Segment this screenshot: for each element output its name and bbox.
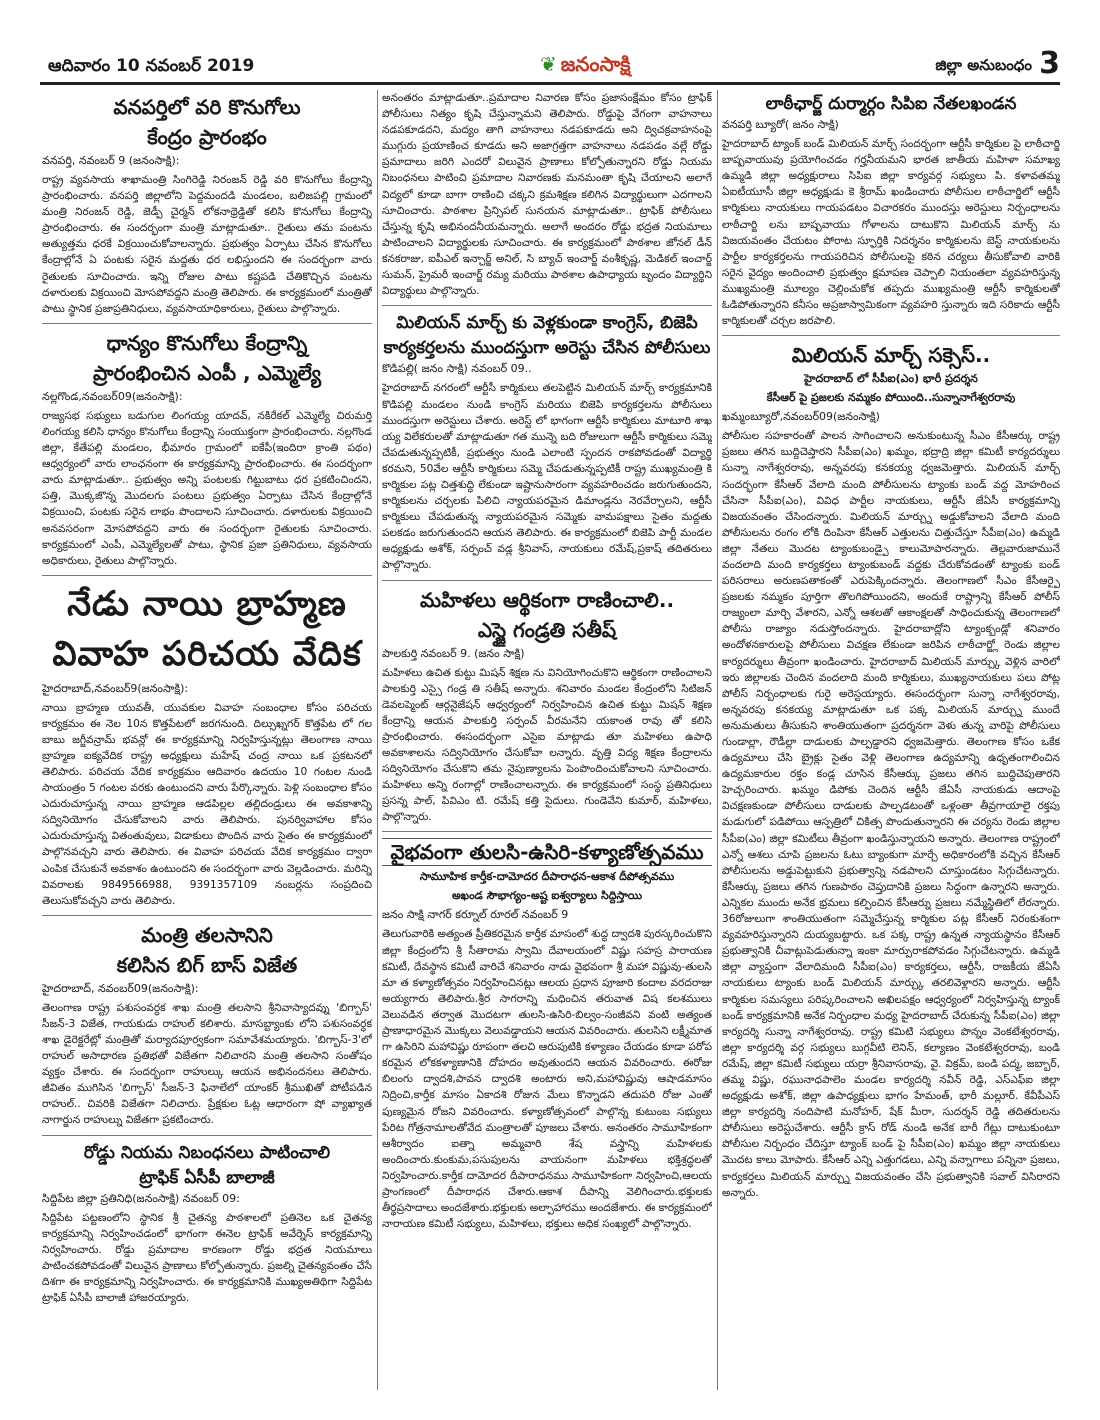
subheadline: కేసీఆర్ పై ప్రజలకు నమ్మకం పోయింది..సున్నానాగేశ్వరరావు (766, 391, 1016, 405)
article-continuation (382, 90, 712, 299)
headline: వివాహ పరిచయ వేదిక (52, 633, 362, 674)
headline: కేంద్రం ప్రారంభం (147, 125, 267, 149)
headline: మిలియన్ మార్చ్ కు వెళ్లకుండా కాంగ్రెస్, బిజెపి (396, 313, 698, 334)
headline: మహిళలు ఆర్థికంగా రాణించాలి.. (419, 587, 675, 612)
dateline: కొడిపల్లి( జనం సాక్షి) నవంబర్ 09.. (382, 362, 532, 376)
newspaper-logo: ❦ జనంసాక్షి (540, 52, 631, 76)
divider (42, 323, 372, 324)
headline: ఎస్జై గండ్రతి సతీష్ (477, 617, 617, 642)
column-1 (42, 90, 372, 1390)
article-body: పోలీసుల సహకారంతో పాలన సాగించాలని అనుకుంటున్న సీఎం కేసీఆర్కు రాష్ట్ర ప్రజలు తగిన బుద్దిచెప్తారని సీపీఐ(ఎం) ఖమ్మం, భద్రాద్రి జిల్లా కమిటీ కార్యదర్శులు సున్నా నాగేశ్వరరావు, అన్నవరపు కనకయ్య ధ్వజమెత్తారు. మిలియన్ మార్చ్ సందర్భంగా కేసీఆర్ వేలాది మంది పోలీసులను ట్యాంకు బండ్ వద్ద మోహరించ చేసినా సీపీఐ(ఎం), వివిధ పార్టీల నాయకులు, ఆర్టీసీ జేఏసీ కార్యక్రమాన్ని విజయవంతం చేసిందన్నారు. మిలియన్ మార్చ్ను అడ్డుకోవాలని వేలాది మంది పోలీసులను రంగం లోకి దింపినా కేసీఆర్ ఎత్తులను చిత్తుచేస్తూ సీపీఐ(ఎం) ఉమ్మడి జిల్లా నేతలు మొదట ట్యాంకుబండ్పై కాలుమోపారన్నారు. తెల్లవారుజామునే వందలాది మంది కార్యకర్తలు ట్యాంకుబండ్ వద్దకు చేరుకోవడంతో ట్యాంకు బండ్ పరిసరాలు అరుణపతాకంతో ఎరుపెక్కిందన్నారు. తెలంగాణలో సీఎం కేసీఆర్పై ప్రజలకు నమ్మకం పూర్తిగా తొలగిపోయిందని, అందుకే రాష్ట్రాన్ని కేసీఆర్ పోలీస్ రాజ్యంలా మార్చి వేశారని, ఎన్నో ఆశలతో ఆకాంక్షలతో సాధించుకున్న తెలంగాణలో పోలీసు రాజ్యాం నడుస్తోందన్నారు. హైదరాబాద్లోని ట్యాంక్బండ్లో శనివారం అందోళనకారులపై పోలీసులు విచక్షణ లేకుండా జరిపిన లాఠీచార్జ్లో రెండు జిల్లాల కార్యదర్శులు తీవ్రంగా ఖండించారు. హైదరాబాద్ మిలియన్ మార్చ్కు వెళ్లిన వారిలో ఇరు జిల్లాలకు చెందిన వందలాది మంది కార్మికులు, ముఖ్యనాయకులు పలు పోట్ల పోలీస్ నిర్బంధాలకు గురై అరెస్టయ్యారు. ఈసందర్భంగా సున్నా నాగేశ్వరరావు, అన్నవరపు కనకయ్య మాట్లాడుతూ ఒక పక్క మిలియన్ మార్చ్ను ముందే అనుమతులు తీసుకుని శాంతియుతంగా ప్రదర్శనగా వెళు తున్న వారిపై పోలీసులు గుండాల్లా, రౌడీల్లా దాడులకు పాల్పడ్డారని ధ్వజమెత్తారు. తెలంగాణ కోసం ఒకేక ఉద్యమాలు చేసి బ్రైక్లు సైతం వెళ్లి తెలంగాణ ఉద్యమాన్ని ఉధృతంగాలించిన ఉద్యమకారుల రక్తం కండ్ల చూసిన కేసీఆర్కు ప్రజలు తగిన బుద్ధిచెపుతారని హెచ్చరించారు. ఖమ్మం డిపోకు చెందిన ఆర్టీసీ జేఏసీ నాయకుడు ఆదాంపై విచక్షణకుండా పోలీసులు దాడులకు పాల్పడటంతో ఒళ్లంతా తీవ్రగాయాలై రక్తపు మడుగులో పడిపోయి ఆస్పత్రిలో చికిత్స పొందుతున్నారని ఈ చర్యను రెండు జిల్లాల సీపీఐ(ఎం) జిల్లా కమిటీలు తీవ్రంగా ఖండిస్తున్నాయని అన్నారు. తెలంగాణ రాష్ట్రంలో ఎన్నో ఆశలు చూపి ప్రజలను ఓటు బ్యాంకుగా మార్చే అధికారంలోకి వచ్చిన కేసీఆర్ పోలీసులను అడ్డుపెట్టుకుని ప్రభుత్వాన్ని నడపాలని చూస్తుండటం సిగ్గుచేటన్నారు. కేసీఆర్కు ప్రజలు తగిన గుణపాఠం చెప్తుదానికి ప్రజలు సిద్ధంగా ఉన్నారని అన్నారు. ఎన్నికల ముందు అనేక భ్రమలు కల్పించిన కేసీఆర్ను ప్రజలు నమ్మేస్థితిలో లేరన్నారు. 36రోజులుగా శాంతియుతంగా సమ్మెచేస్తున్న కార్మికుల పట్ల కేసీఆర్ నిరంకుశంగా వ్యవహరిస్తున్నారని దుయ్యబట్టారు. ఒక పక్క రాష్ట్ర ఉన్నత న్యాయస్థానం కేసీఆర్ ప్రభుత్వానికి చీవాట్లుపెడుతున్నా ఇంకా మార్పురాకపోవడం సిగ్గుచేటన్నారు. ఉమ్మడి జిల్లా వ్యాప్తంగా వేలాదిమంది సీపీఐ(ఎం) కార్యకర్తలు, ఆర్టీసీ, రాజకీయ జేఏసీ నాయకులు ట్యాంకు బండ్ మిలియన్ మార్చ్కు తరలివెళ్లారని అన్నారు. ఆర్టీసీ కార్మికుల సమస్యలు పరిష్కరించాలని అఖిలపక్షం ఆధ్వర్యంలో నిర్వహిస్తున్న ట్యాంక్ బండ్ కార్యక్రమానికి అనేక నిర్బంధాల మధ్య హైదరాబాద్ చేరుకున్న సీపీఐ(ఎం) జిల్లా కార్యదర్శి సున్నా నాగేశ్వరరావు. రాష్ట్ర కమిటి సభ్యులు పొన్నం వెంకటేశ్వరరావు, జిల్లా కార్యదర్శి వర్గ సభ్యులు బుగ్గవీటి లెనిన్, కల్యాణం వెంకటేశ్వరరావు, బండి రమేష్, జిల్లా కమిటీ సభ్యులు యర్రా శ్రీనివాసరావు, వై. విక్రమ్, బండి పద్మ, జబ్బార్, తమ్మ విష్ణు, రఘునాధపాలెం మండల కార్యదర్శి నవీన్ రెడ్డి, ఎస్ఎఫ్ఐ జిల్లా అధ్యక్షుడు అశోక్, జిల్లా ఉపాధ్యక్షులు భాగం హేమంత్, భారీ మల్లూర్. కేవీపీఎస్ జిల్లా కార్యదర్శి నందిపాటి మనోహర్, షేక్ మీరా, సుదర్శన్ రెడ్డి తదితరులను పోలీసులు అరెస్టుచేశారు. ఆర్టీసీ క్రాస్ రోడ్ నుండి అనేక బారీ గేట్లు దాటుకుంటూ పోలీసుల నిర్బంధం చేదిస్తూ ట్యాంక్ బండ్ పై సీపీఐ(ఎం) ఖమ్మం జిల్లా నాయకులు మొదట కాలు మోపారు. కేసీఆర్ ఎన్ని ఎత్తుగడలు, ఎన్ని వన్నాగాలు పన్నినా ప్రజలు, కార్యకర్తలు మిలియన్ మార్చ్ను విజయవంతం చేసి ప్రభుత్వానికి సవాల్ విసిరారని అన్నారు. (722, 430, 1060, 1199)
column-rule (717, 90, 718, 1390)
headline: నేడు నాయి బ్రాహ్మణ (67, 583, 347, 624)
headline: రోడ్డు నియమ నిబంధనలు పాటించాలి (83, 1142, 331, 1163)
divider (722, 335, 1060, 336)
article-body: రాజ్యసభ సభ్యులు బడుగుల లింగయ్య యాదవ్, నకిరేకల్ ఎమ్మెల్యే చిరుమర్తి లింగయ్య కలిసి ధాన్యం కొనుగోలు కేంద్రాన్ని సంయుక్తంగా ప్రారంభించారు. నల్లగొండ జిల్లా, కేతేపల్లి మండలం, భీమారం గ్రామంలో ఐకేపీ(ఇందిరా క్రాంతి పథం) ఆధ్వర్యంలో వారు లాంఛనంగా ఈ కార్యక్రమాన్ని ప్రారంభించారు. ఈ సందర్భంగా వారు మాట్లాడుతూ.. ప్రభుత్వం అన్ని పంటలకు గిట్టుబాటు ధర ప్రకటించిందని, పత్తి, మొక్కజొన్న మొదలగు పంటలు ప్రభుత్వం ఏర్పాటు చేసిన కేంద్రాల్లోనే విక్రయించి, పంటకు సరైన లాభం పొందాలని సూచించారు. దళారులకు విక్రయించి అనవసరంగా మోసపోవద్దని వారు ఈ సందర్భంగా రైతులకు సూచించారు. కార్యక్రమంలో ఎంపీ, ఎమ్మెల్యేలతో పాటు, స్థానిక ప్రజా ప్రతినిధులు, వ్యవసాయ అధికారులు, రైతులు పాల్గొన్నారు. (42, 409, 372, 567)
subheadline: అఖండ సౌభాగ్యం-అష్ట ఐశ్వర్యాలు సిద్దిస్తాయి (452, 889, 642, 903)
leaf-icon: ❦ (540, 52, 557, 76)
page-number: 3 (1039, 46, 1060, 81)
headline: ట్రాఫిక్ ఏసీపీ బాలాజీ (139, 1167, 275, 1188)
divider (382, 831, 712, 832)
headline: ధాన్యం కొనుగోలు కేంద్రాన్ని (106, 330, 308, 355)
article (42, 1142, 372, 1307)
article-body: రాష్ట్ర వ్యవసాయ శాఖామంత్రి సింగిరెడ్డి నిరంజన్ రెడ్డి వరి కొనుగోలు కేంద్రాన్ని ప్రారంభించారు. వనపర్తి జిల్లాలోని పెద్దమందడి మండలం, బలిజపల్లి గ్రామంలో మంత్రి నిరంజన్ రెడ్డి, జెడ్పీ చైర్మన్ లోకనాథ్రెడ్డితో కలిసి కొనుగోలు కేంద్రాన్ని ప్రారంభించారు. ఈ సందర్భంగా మంత్రి మాట్లాడుతూ.. రైతులు తమ పంటను అత్యుత్తమ ధరకే విక్రయించుకోవాలన్నారు. ప్రభుత్వం ఏర్పాటు చేసిన కొనుగోలు కేంద్రాల్లోనే ఏ పంటకు సరైన మద్దతు ధర లభిస్తుందని ఈ సందర్భంగా వారు రైతులకు సూచించారు. ఇన్ని రోజుల పాటు కష్టపడి చేతికొచ్చిన పంటను దళారులకు విక్రయించి మోసపోవద్దని మంత్రి తెలిపారు. ఈ కార్యక్రమంలో మంత్రితో పాటు స్థానిక ప్రజాప్రతినిధులు, వ్యవసాయాధికారులు, రైతులు పాల్గొన్నారు. (42, 174, 372, 315)
dateline: సిద్దిపేట జిల్లా ప్రతినిధి(జనంసాక్షి) నవంబర్ 09: (42, 1191, 240, 1205)
column-2 (382, 90, 712, 1390)
article (722, 342, 1060, 1201)
dateline: వనపర్తి, నవంబర్ 9 (జనంసాక్షి): (42, 154, 180, 167)
article-body: తెలంగాణ రాష్ట్ర పశుసంవర్ధక శాఖ మంత్రి తలసాని శ్రీనివాస్యాదవ్ను 'బిగ్బాస్' సీజన్-3 విజేత, గాయకుడు రాహుల్ కలిశారు. మాసబ్ట్యాంకు లోని పశుసంవర్ధక శాఖ డైరెక్టరేట్లో మంత్రితో మర్యాదపూర్వకంగా సమావేశమయ్యారు. 'బిగ్బాస్-3'లో రాహుల్ అసాధారణ ప్రతిభతో విజేతగా నిలిచారని మంత్రి తలసాని సంతోషం వ్యక్తం చేశారు. ఈ సందర్భంగా రాహుల్కు ఆయన అభినందనలు తెలిపారు. జీవితం ముగిసిన 'బిగ్బాస్' సీజన్-3 ఫినాలేలో యాంకర్ శ్రీముఖితో పోటీపడిన రాహుల్.. చివరికి విజేతగా నిలిచారు. ప్రేక్షకుల ఓట్ల ఆధారంగా షో వ్యాఖ్యాత నాగార్జున రాహుల్ను విజేతగా ప్రకటించారు. (42, 1001, 372, 1127)
divider (382, 305, 712, 306)
article (42, 922, 372, 1129)
article-body: హైదరాబాద్ ట్యాంక్ బండ్ మిలియన్ మార్చ్ సందర్భంగా ఆర్టీసీ కార్మికుల పై లాఠీచార్జి బాష్పవాయువు ప్రయోగించడం గర్హనీయమని భారత జాతీయ మహిళా సమాఖ్య ఉమ్మడి జిల్లా అధ్యక్షురాలు సిపిఐ జిల్లా కార్యవర్గ సభ్యులు పి. కళావతమ్మ ఏఐటీయూసీ జిల్లా అధ్యక్షుడు కె శ్రీరామ్ ఖండించారు పోలీసుల లాఠీచార్జిలో ఆర్టీసీ కార్మికులు నాయకులు గాయపడటం విచారకరం ముందస్తు అరెస్టులు నిర్బంధాలను లాఠీచార్జి లను బాష్పవాయు గోళాలను దాటుకొని మిలియన్ మార్చ్ ను విజయవంతం చేయటం పోరాట స్ఫూర్తికి నిదర్శనం కార్మికులను బెస్ట్ నాయకులను పార్టీల కార్యకర్తలను గాయపరిచిన పోలీసులపై కఠిన చర్యలు తీసుకోవాలి వారికి సరైన వైద్యం అందించాలి ప్రభుత్వం క్షమాపణ చెప్పాలి నియంతలా వ్యవహరిస్తున్న ముఖ్యమంత్రి మూల్యం చెల్లించుకోక తప్పదు ముఖ్యమంత్రి ఆర్టీసీ కార్మికులతో ఓడిపోతున్నారని కనీసం అప్రజాస్వామికంగా వ్యవహరి స్తున్నారు ఇది సరికాదు ఆర్టీసీ కార్మికులతో చర్చల జరపాలి. (722, 138, 1060, 328)
dateline: ఖమ్మంబ్యూరో,నవంబర్09(జనంసాక్షి) (722, 410, 880, 424)
dateline: వనపర్తి బ్యూరో( జనం సాక్షి) (722, 118, 839, 132)
column-3 (722, 90, 1060, 1390)
divider (42, 915, 372, 916)
article (42, 582, 372, 909)
section-name: జిల్లా అనుబంధం (935, 56, 1032, 74)
article (382, 838, 712, 1232)
divider (42, 575, 372, 576)
dateline: పాలకుర్తి నవంబర్ 9. (జనం సాక్షి) (382, 646, 525, 660)
divider (42, 1135, 372, 1136)
article (382, 587, 712, 826)
headline: లాఠీఛార్జ్ దుర్మార్గం సిపిఐ నేతలఖండన (765, 94, 1017, 114)
headline: కలిసిన బిగ్ బాస్ విజేత (116, 952, 298, 977)
subheadline: హైదరాబాద్ లో సీపీఐ(ఎం) భారీ ప్రదర్శన (804, 372, 978, 386)
issue-date: ఆదివారం 10 నవంబర్ 2019 (48, 56, 255, 76)
article-body: అనంతరం మాట్లాడుతూ..ప్రమాదాల నివారణ కోసం ప్రజాసంక్షేమం కోసం ట్రాఫిక్ పోలీసులు నిత్యం కృషి చేస్తున్నామని తెలిపారు. రోడ్డుపై వేగంగా వాహనాలు నడపకూడదని, మద్యం తాగి వాహనాలు నడపకూడదు అని ద్విచక్రవాహనంపై ముగ్గురు ప్రయాణించ కూడదు అని అజాగ్రత్తగా వాహనాలు నడపడం వల్లే రోడ్డు ప్రమాదాలు జరిగి ఎందరో విలువైన ప్రాణాలు కోల్పోతున్నారని రోడ్డు నియమ నిబంధనలు పాటించి ప్రమాదాల నివారణకు మనమంతా కృషి చేయాలని అలాగే విద్యలో కూడా బాగా రాణించి చక్కని క్రమశిక్షణ కలిగిన విద్యార్థులుగా ఎదగాలని సూచించారు. పాఠశాల ప్రిన్సిపల్ సునయన మాట్లాడుతూ.. ట్రాఫిక్ పోలీసులు చేస్తున్న కృషి అభినందనీయమన్నారు. అలాగే అందరం రోడ్డు భద్రత నియమాలు పాటించాలని విద్యార్థులకు సూచించారు. ఈ కార్యక్రమంలో పాఠశాల జోనల్ డీన్ కనకరాజు, ఐపీఎల్ ఇన్చార్జ్ అనిల్, సి బ్యాచ్ ఇంచార్జ్ వంశీకృష్ణ, మెడికల్ ఇంచార్జ్ సుమన్, ప్రైమరీ ఇంచార్జ్ రమ్య మరియు పాఠశాల ఉపాధ్యాయ బృందం విద్యార్థిని విద్యార్థులు పాల్గొన్నారు. (382, 92, 712, 298)
divider (382, 580, 712, 581)
article-body: హైదరాబాద్ నగరంలో ఆర్టీసీ కార్మికులు తలపెట్టిన మిలియన్ మార్చ్ కార్యక్రమానికి కొడిపల్లి మండలం నుండి కాంగ్రెస్ మరియు బిజెపి కార్యకర్తలను పోలీసులు ముందస్తుగా అరెస్టులు చేశారు. అరెస్ట్ లో భాగంగా ఆర్టీసీ కార్మికులు మాటూరి శాఖ య్య విలేకరులతో మాట్లాడుతూ గత మున్నె బది రోజులుగా ఆర్టీసీ కార్మికులు సమ్మె చేపడుతున్నప్పటికీ, ప్రభుత్వం నుండి ఎలాంటి స్పందన రాకపోవడంతో విద్యార్థి కరమని, 50వేల ఆర్టీసీ కార్మికులు సమ్మె చేపడుతున్నప్పటికీ రాష్ట్ర ముఖ్యమంత్రి కి కార్మికుల పట్ల చిత్తశుద్ధి లేకుండా ఇష్టానుసారంగా వ్యవహరించడం జరుగుతుందని, కార్మికులను చర్చలకు పిలిచి న్యాయపరమైన డిమాండ్లను నెరవేర్చాలని, ఆర్టీసీ కార్మికులు చేపడుతున్న న్యాయపరమైన సమ్మెకు వామపక్షాలు సైతం మద్దతు పలకడం జరుగుతుందని ఆయన తెలిపారు. ఈ కార్యక్రమంలో బిజెపి పార్టీ మండల అధ్యక్షుడు అశోక్, సర్పంచ్ వడ్ల శ్రీనివాస్, నాయకులు రమేష్,ప్రకాష్ తదితరులు పాల్గొన్నారు. (382, 382, 712, 572)
subheadline: సామూహిక కార్తీక-దామోదర దీపారాధన-ఆకాశ దీపోత్సవము (419, 870, 675, 884)
article-body: తెలుగువారికి అత్యంత ప్రీతికరమైన కార్తీక మాసంలో శుద్ధ ద్వాదశి పురస్కరించుకొని జిల్లా కేంద్రంలోని శ్రీ సీతారామ స్వామి దేవాలయంలో విష్ణు సహస్ర పారాయణ కమిటీ, దేవస్థాన కమిటీ వారిచే శనివారం నాడు వైభవంగా శ్రీ మహా విష్ణువు-తులసి మా త కళ్యాణోత్సవం నిర్వహించినట్లు ఆలయ ప్రధాన పూజారి కందాల వరదరాజు అయ్యగారు తెలిపారు.శ్రీర సాగరాన్ని మధించిన తరువాత విష కలశములు వెలువడిన తర్వాత మొదటగా తులసి-ఉసిరి-బిల్వం-సంజీవని వంటి అత్యంత ప్రాణాధారమైన మొక్కలు వెలువడ్డాయని ఆయన వివరించారు. తులసిని లక్ష్మీమాత గా ఉసిరిని మహావిష్ణు రూపంగా తలచి ఆరుపుటికి కళ్యాణం చేయడం కూడా పరోప కరమైన లోకకళ్యాణానికి దోహదం అవుతుందని ఆయన వివరించారు. ఈరోజు బిలంగు ద్వాదశి,పావన ద్వాదశి అంటారు అని,మహావిష్ణువు ఆషాడమాసం నిద్రించి,కార్తీక మాసం ఏకాదశి రోజున మేలు కొన్నాడని తదుపరి రోజు ఎంతో పుణ్యమైన రోజని వివరించారు. కళ్యాణోత్సవంలో పాల్గొన్న కుటుంబ సభ్యులు పేరిట గోత్రనామాలతోవేద మంత్రాలతో పూజలు చేశారు. అనంతరం సామూహికంగా ఆశీర్వాదం ఐత్నా అమ్మవారి శేష వస్త్రాన్ని మహిళలకు అందించారు.కుంకుమ,పసుపులను వాయనంగా మహిళలు భక్తిశ్రద్ధలతో నిర్వహించారు.కార్తీక దామోదర దీపారాధనము సామూహికంగా నిర్వహించి,ఆలయ ప్రాంగణంలో దీపారాధన చేశారు.ఆకాశ దీపాన్ని వెలిగించారు.భక్తులకు తీర్థప్రసాదాలు అందజేశారు.భక్తులకు అల్పాహారము అందజేశారు. ఈ కార్యక్రమంలో నారాయణ కమిటీ సభ్యులు, మహిళలు, భక్తులు అధిక సంఖ్యలో పాల్గొన్నారు. (382, 928, 712, 1231)
dateline: నల్లగొండ,నవంబర్09(జనంసాక్షి): (42, 389, 183, 403)
masthead (40, 46, 1060, 85)
headline: మంత్రి తలసానిని (141, 922, 273, 947)
headline: ప్రారంభించిన ఎంపీ , ఎమ్మెల్యే (92, 360, 322, 385)
headline: మిలియన్ మార్చ్ సక్సెస్.. (791, 343, 991, 368)
headline: వైభవంగా తులసి-ఉసిరి-కళ్యాణోత్సవము (382, 838, 712, 866)
article-body: నాయి బ్రాహ్మణ యువతీ, యువకుల వివాహ సంబంధాల కోసం పరిచయ కార్యక్రమం ఈ నెల 10న కొత్తపేటలో జరగనుంది. దిల్సుఖ్నగర్ కొత్తపేట లో గల బాబు జగ్జీవన్రామ్ భవన్లో ఈ కార్యక్రమాన్ని నిర్వహిస్తున్నట్లు తెలంగాణ నాయి బ్రాహ్మణ ఐక్యవేదిక రాష్ట్ర అధ్యక్షులు మహేష్ చంద్ర నాయి ఒక ప్రకటనలో తెలిపారు. పరిచయ వేదిక కార్యక్రమం ఆదివారం ఉదయం 10 గంటల నుండి సాయంత్రం 5 గంటల వరకు ఉంటుందని వారు పేర్కొన్నారు. పెళ్లి సంబంధాల కోసం ఎదురుచూస్తున్న నాయి బ్రాహ్మణ ఆడపిల్లల తల్లిదండ్రులు ఈ అవకాశాన్ని సద్వినియోగం చేసుకోవాలని వారు తెలిపారు. పునర్వివాహాల కోసం ఎదురుచూస్తున్న వితంతువులు, విడాకులు పొందిన వారు సైతం ఈ కార్యక్రమంలో పాల్గొనవచ్చని వారు తెలిపారు. ఈ వివాహ పరిచయ వేదిక కార్యక్రమం ద్వారా ఎంపిక చేసుకునే అవకాశం ఉంటుందని ఈ సందర్భంగా వారు వెల్లడించారు. మరిన్ని వివరాలకు 9849566988, 9391357109 నంబర్లను సంప్రదించి తెలుసుకోవచ్చని వారు తెలిపారు. (42, 701, 372, 907)
article (42, 330, 372, 569)
dateline: హైదరాబాద్, నవంబర్09(జనంసాక్షి): (42, 981, 199, 995)
headline: కార్యకర్తలను ముందస్తుగా అరెస్టు చేసిన పోలీసులు (383, 338, 711, 359)
article-body: సిద్దిపేట పట్టణంలోని స్థానిక శ్రీ చైతన్య పాఠశాలలో ప్రతినెల ఒక చైతన్య కార్యక్రమాన్ని నిర్వహించడంలో భాగంగా ఈనెల ట్రాఫిక్ అవేర్నెస్ కార్యక్రమాన్ని నిర్వహించారు. రోడ్డు ప్రమాదాల కారణంగా రోడ్డు భద్రత నియమాలు పాటించకపోవడంతో విలువైన ప్రాణాలు కోల్పోతున్నారు. ప్రజల్ని చైతన్యవంతం చేసే దిశగా ఈ కార్యక్రమాన్ని నిర్వహించారు. ఈ కార్యక్రమానికి ముఖ్యఅతిథిగా సిద్దిపేట ట్రాఫిక్ ఏసీపీ బాలాజీ హాజరయ్యారు. (42, 1211, 372, 1305)
article (722, 93, 1060, 329)
dateline: హైదరాబాద్,నవంబర్9(జనంసాక్షి): (42, 681, 189, 695)
dateline: జనం సాక్షి నాగర్ కర్నూల్ రూరల్ నవంబర్ 9 (382, 908, 569, 922)
article-body: మహిళలు ఉచిత కుట్టు మిషన్ శిక్షణ ను వినియోగించుకొని ఆర్థికంగా రాణించాలని పాలకుర్తి ఎస్సై గండ్ర తి సతీష్ అన్నారు. శనివారం మండల కేంద్రంలోని సిటిజన్ డెవలప్మెంట్ ఆర్గనైజేషన్ ఆధ్వర్యంలో నిర్వహించిన ఉచిత కుట్టు మిషన్ శిక్షణ కేంద్రాన్ని ఆయన పాలకుర్తి సర్పంచ్ వీరమనేని యకాంత రావు తో కలిసి ప్రారంభించారు. ఈసందర్భంగా ఎసైఐ మాట్లాడు తూ మహిళలు ఉపాధి అవకాశాలను సద్వినియోగం చేసుకోవా లన్నారు. వృత్తి విద్య శిక్షణ కేంద్రాలను సద్వినియోగం చేసుకొని తమ నైపుణ్యాలను పెంపొందించుకోవాలని సూచించారు. మహిళలు అన్ని రంగాల్లో రాణించాలన్నారు. ఈ కార్యక్రమంలో సంస్థ ప్రతినిధులు ప్రసన్న పాల్, పివిఎం టి. రమేష్ కత్తి సైదులు. గుండెవేని కుమార్, మహిళలు, పాల్గొన్నారు. (382, 666, 712, 824)
headline: వనపర్తిలో వరి కొనుగోలు (113, 95, 301, 119)
article (42, 94, 372, 317)
article (382, 312, 712, 573)
column-rule (377, 90, 378, 1390)
